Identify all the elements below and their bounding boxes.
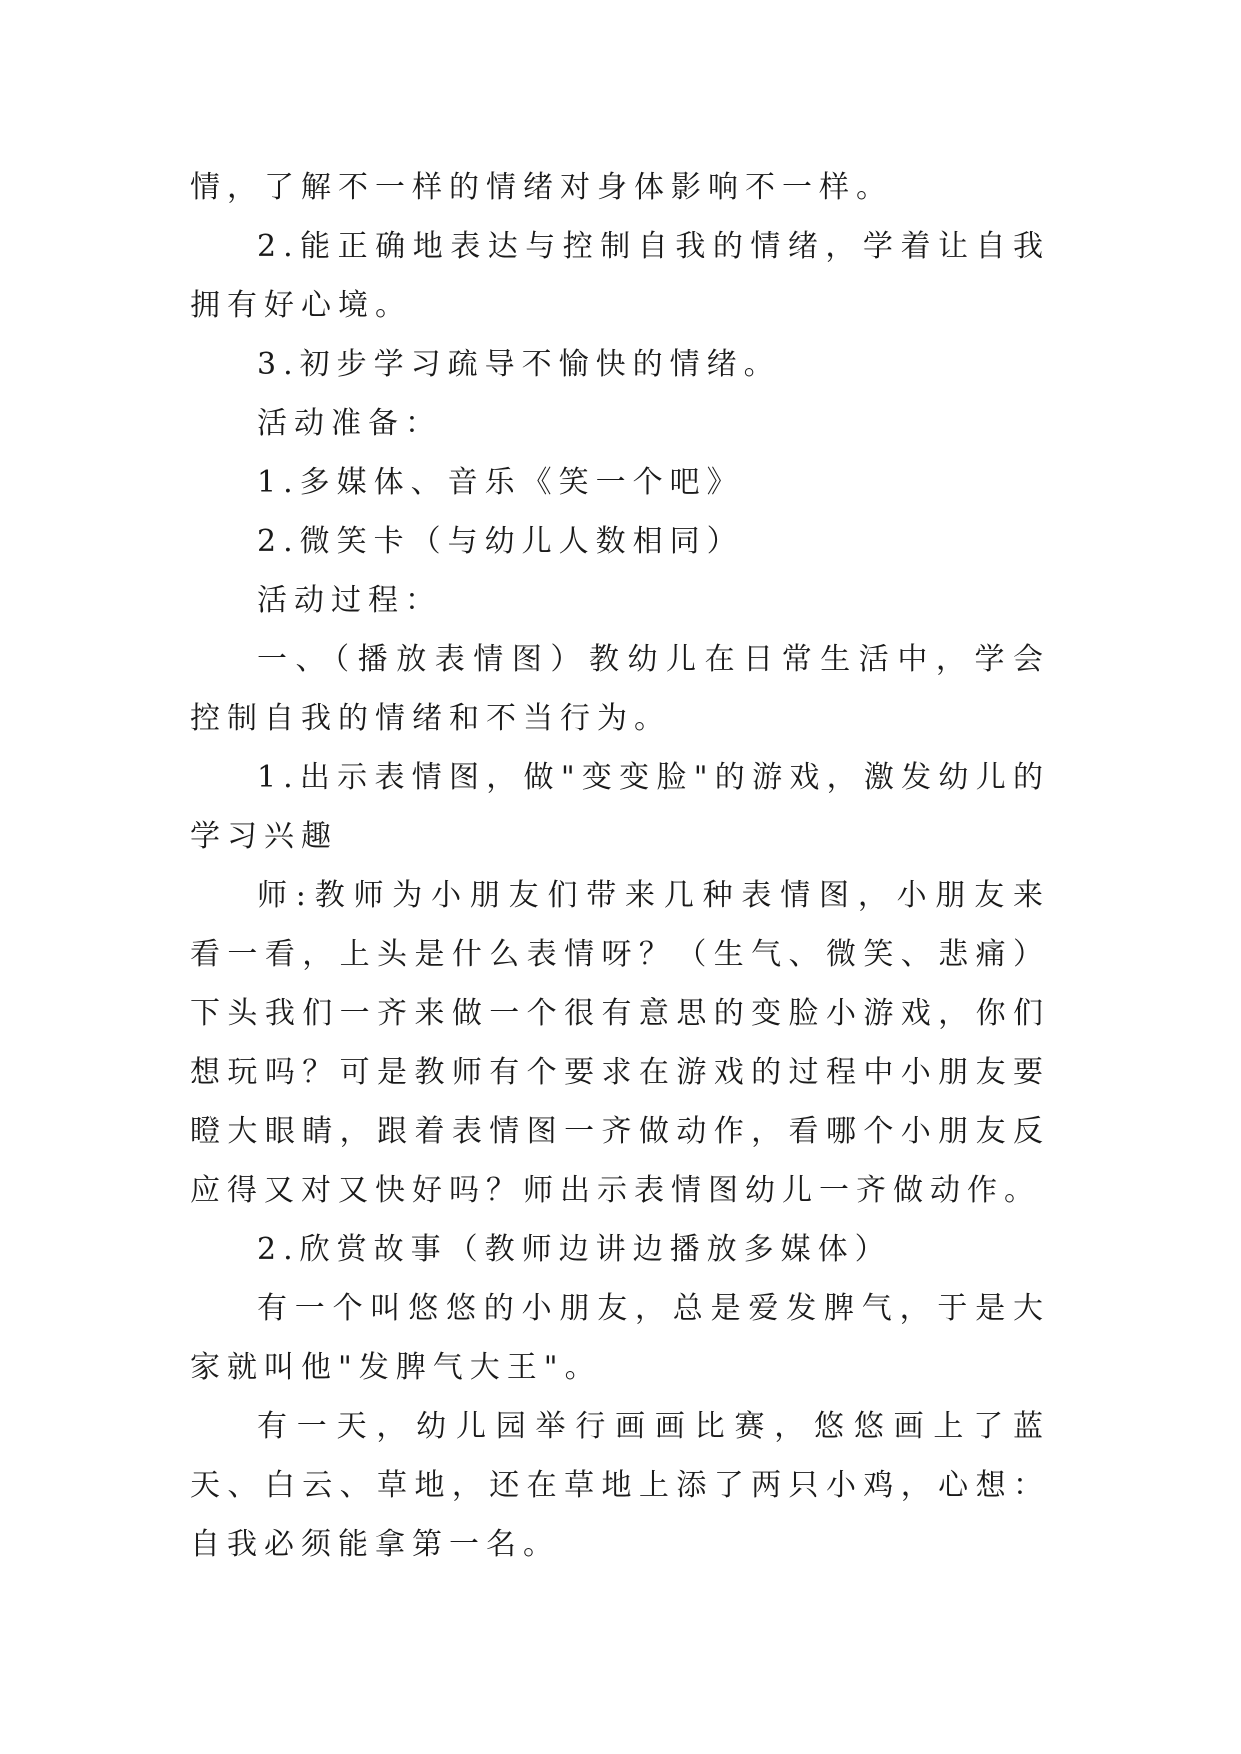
paragraph-11: 2.欣赏故事（教师边讲边播放多媒体） — [257, 1232, 892, 1267]
paragraph-3: 3.初步学习疏导不愉快的情绪。 — [257, 347, 781, 382]
paragraph-5: 1.多媒体、音乐《笑一个吧》 — [257, 465, 744, 500]
paragraph-9: 1.出示表情图，做"变变脸"的游戏，激发幼儿的学习兴趣 — [190, 760, 1050, 854]
paragraph-8: 一、（播放表情图）教幼儿在日常生活中，学会控制自我的情绪和不当行为。 — [190, 642, 1050, 736]
paragraph-4: 活动准备： — [257, 406, 442, 441]
paragraph-12: 有一个叫悠悠的小朋友，总是爱发脾气，于是大家就叫他"发脾气大王"。 — [190, 1291, 1050, 1385]
paragraph-1: 情，了解不一样的情绪对身体影响不一样。 — [190, 170, 893, 205]
paragraph-2: 2.能正确地表达与控制自我的情绪，学着让自我拥有好心境。 — [190, 229, 1050, 323]
paragraph-7: 活动过程： — [257, 583, 442, 618]
paragraph-13: 有一天，幼儿园举行画画比赛，悠悠画上了蓝天、白云、草地，还在草地上添了两只小鸡，心想：自我必须能拿第一名。 — [190, 1409, 1050, 1562]
paragraph-6: 2.微笑卡（与幼儿人数相同） — [257, 524, 744, 559]
paragraph-10: 师:教师为小朋友们带来几种表情图，小朋友来看一看，上头是什么表情呀？（生气、微笑、悲痛）下头我们一齐来做一个很有意思的变脸小游戏，你们想玩吗？可是教师有个要求在游戏的过程中小朋友要瞪大眼睛，跟着表情图一齐做动作，看哪个小朋友反应得又对又快好吗？师出示表情图幼儿一齐做动作。 — [190, 878, 1050, 1208]
document-body — [190, 158, 1050, 1574]
